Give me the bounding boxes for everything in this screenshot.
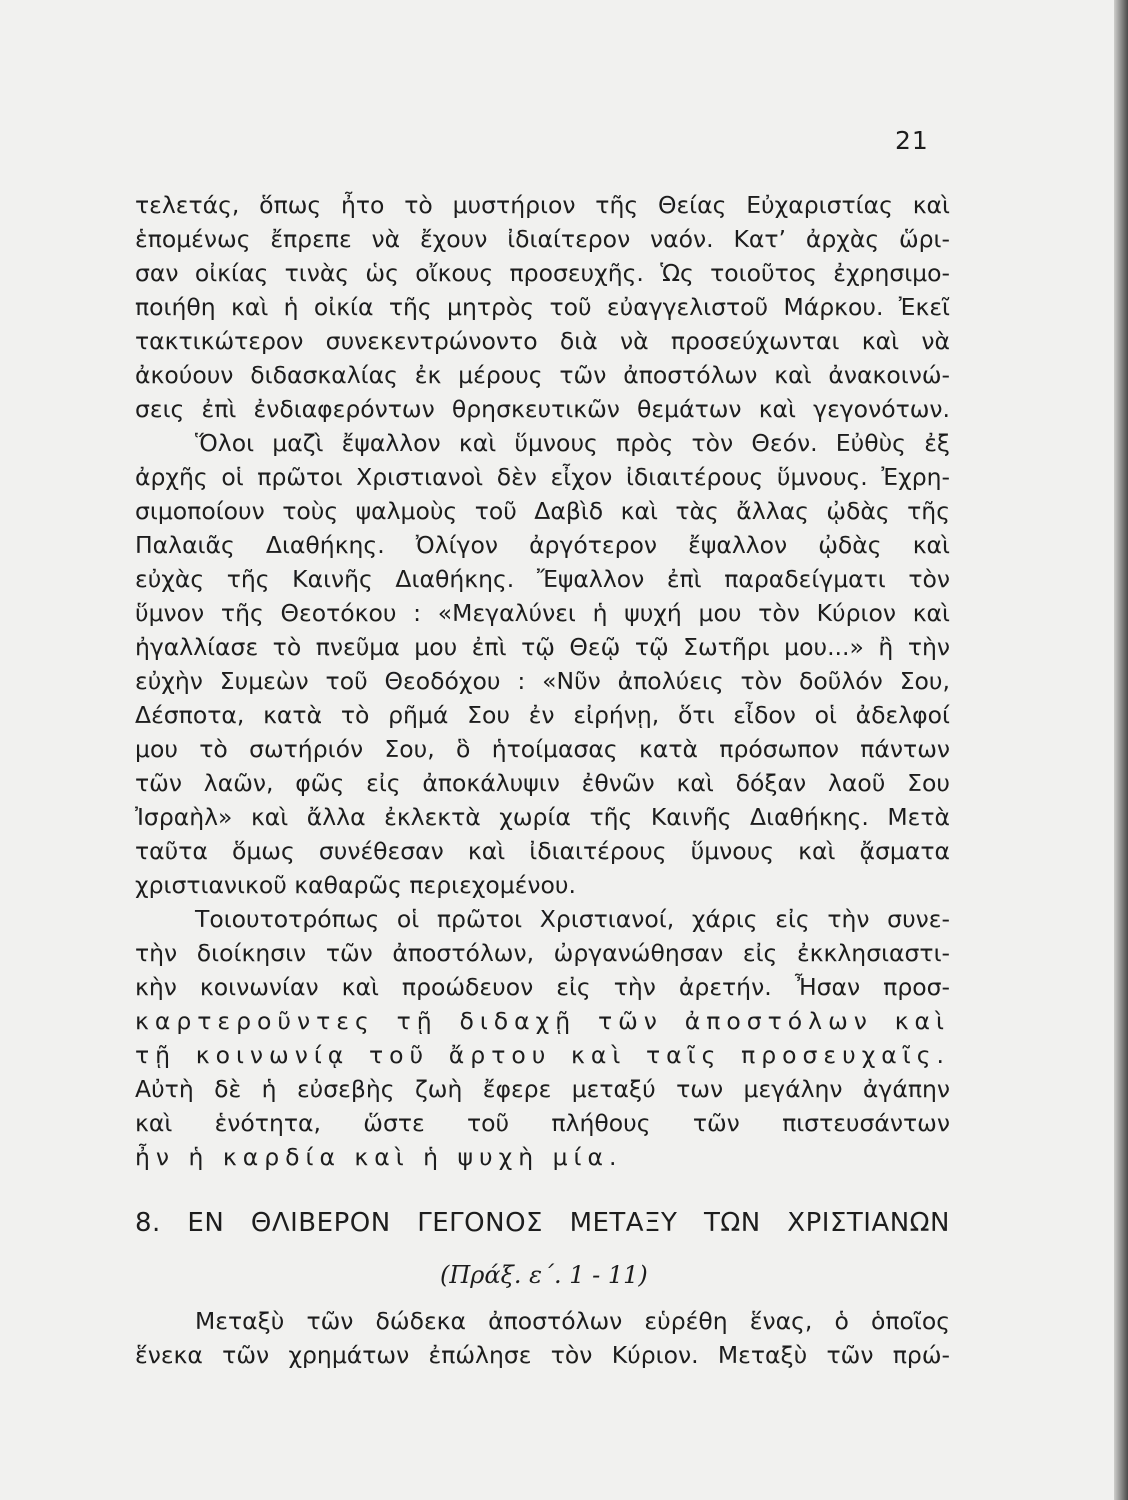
text-line: τῇ κοινωνίᾳ τοῦ ἄρτου καὶ ταῖς προσευχαῖς. [135,1041,950,1069]
text-line: ἦν ἡ καρδία καὶ ἡ ψυχὴ μία. [135,1143,623,1171]
text-line: ποιήθη καὶ ἡ οἰκία τῆς μητρὸς τοῦ εὐαγγελιστοῦ Μάρκου. Ἐκεῖ [135,293,950,321]
text-line: καὶ ἑνότητα, ὥστε τοῦ πλήθους τῶν πιστευσάντων [135,1109,950,1137]
text-line: Τοιουτοτρόπως οἱ πρῶτοι Χριστιανοί, χάρις εἰς τὴν συνε- [195,905,950,933]
text-line: σαν οἰκίας τινὰς ὡς οἴκους προσευχῆς. Ὡς τοιοῦτος ἐχρησιμο- [135,259,950,287]
text-line: εὐχὴν Συμεὼν τοῦ Θεοδόχου : «Νῦν ἀπολύεις τὸν δοῦλόν Σου, [135,667,950,695]
text-line: τελετάς, ὅπως ἦτο τὸ μυστήριον τῆς Θείας Εὐχαριστίας καὶ [135,191,950,219]
text-line: σεις ἐπὶ ἐνδιαφερόντων θρησκευτικῶν θεμάτων καὶ γεγονότων. [135,395,950,423]
text-line: καρτεροῦντες τῇ διδαχῇ τῶν ἀποστόλων καὶ [135,1007,950,1035]
text-line: ἀκούουν διδασκαλίας ἐκ μέρους τῶν ἀποστόλων καὶ ἀνακοινώ- [135,361,950,389]
text-line: ταῦτα ὅμως συνέθεσαν καὶ ἰδιαιτέρους ὕμνους καὶ ᾄσματα [135,837,950,865]
section-heading: 8. ΕΝ ΘΛΙΒΕΡΟΝ ΓΕΓΟΝΟΣ ΜΕΤΑΞΥ ΤΩΝ ΧΡΙΣΤΙΑΝΩΝ [135,1208,950,1238]
text-line: Μεταξὺ τῶν δώδεκα ἀποστόλων εὑρέθη ἕνας, ὁ ὁποῖος [195,1307,950,1335]
text-line: σιμοποίουν τοὺς ψαλμοὺς τοῦ Δαβὶδ καὶ τὰς ἄλλας ᾠδὰς τῆς [135,497,950,525]
text-line: Αὐτὴ δὲ ἡ εὐσεβὴς ζωὴ ἔφερε μεταξύ των μεγάλην ἀγάπην [135,1075,950,1103]
text-line: ἠγαλλίασε τὸ πνεῦμα μου ἐπὶ τῷ Θεῷ τῷ Σωτῆρι μου...» ἢ τὴν [135,633,950,661]
text-line: Δέσποτα, κατὰ τὸ ρῆμά Σου ἐν εἰρήνῃ, ὅτι εἶδον οἱ ἀδελφοί [135,701,950,729]
page-edge-shadow [1114,0,1128,1500]
text-line: Ἰσραὴλ» καὶ ἄλλα ἐκλεκτὰ χωρία τῆς Καινῆς Διαθήκης. Μετὰ [135,803,950,831]
text-line: ὕμνον τῆς Θεοτόκου : «Μεγαλύνει ἡ ψυχή μου τὸν Κύριον καὶ [135,599,950,627]
page-number: 21 [895,126,929,155]
text-line: κὴν κοινωνίαν καὶ προώδευον εἰς τὴν ἀρετήν. Ἦσαν προσ- [135,973,950,1001]
text-line: Παλαιᾶς Διαθήκης. Ὀλίγον ἀργότερον ἔψαλλον ᾠδὰς καὶ [135,531,950,559]
text-line: Ὅλοι μαζὶ ἔψαλλον καὶ ὕμνους πρὸς τὸν Θεόν. Εὐθὺς ἐξ [195,429,950,457]
section-reference: (Πράξ. ε΄. 1 - 11) [440,1261,648,1289]
text-line: εὐχὰς τῆς Καινῆς Διαθήκης. Ἔψαλλον ἐπὶ παραδείγματι τὸν [135,565,950,593]
text-line: μου τὸ σωτήριόν Σου, ὃ ἡτοίμασας κατὰ πρόσωπον πάντων [135,735,950,763]
text-line: τὴν διοίκησιν τῶν ἀποστόλων, ὠργανώθησαν εἰς ἐκκλησιαστι- [135,939,950,967]
text-line: τακτικώτερον συνεκεντρώνοντο διὰ νὰ προσεύχωνται καὶ νὰ [135,327,950,355]
text-line: ἑπομένως ἔπρεπε νὰ ἔχουν ἰδιαίτερον ναόν. Κατ’ ἀρχὰς ὥρι- [135,225,950,253]
text-line: ἀρχῆς οἱ πρῶτοι Χριστιανοὶ δὲν εἶχον ἰδιαιτέρους ὕμνους. Ἐχρη- [135,463,950,491]
text-line: χριστιανικοῦ καθαρῶς περιεχομένου. [135,871,576,899]
text-line: τῶν λαῶν, φῶς εἰς ἀποκάλυψιν ἐθνῶν καὶ δόξαν λαοῦ Σου [135,769,950,797]
text-line: ἕνεκα τῶν χρημάτων ἐπώλησε τὸν Κύριον. Μεταξὺ τῶν πρώ- [135,1341,950,1369]
